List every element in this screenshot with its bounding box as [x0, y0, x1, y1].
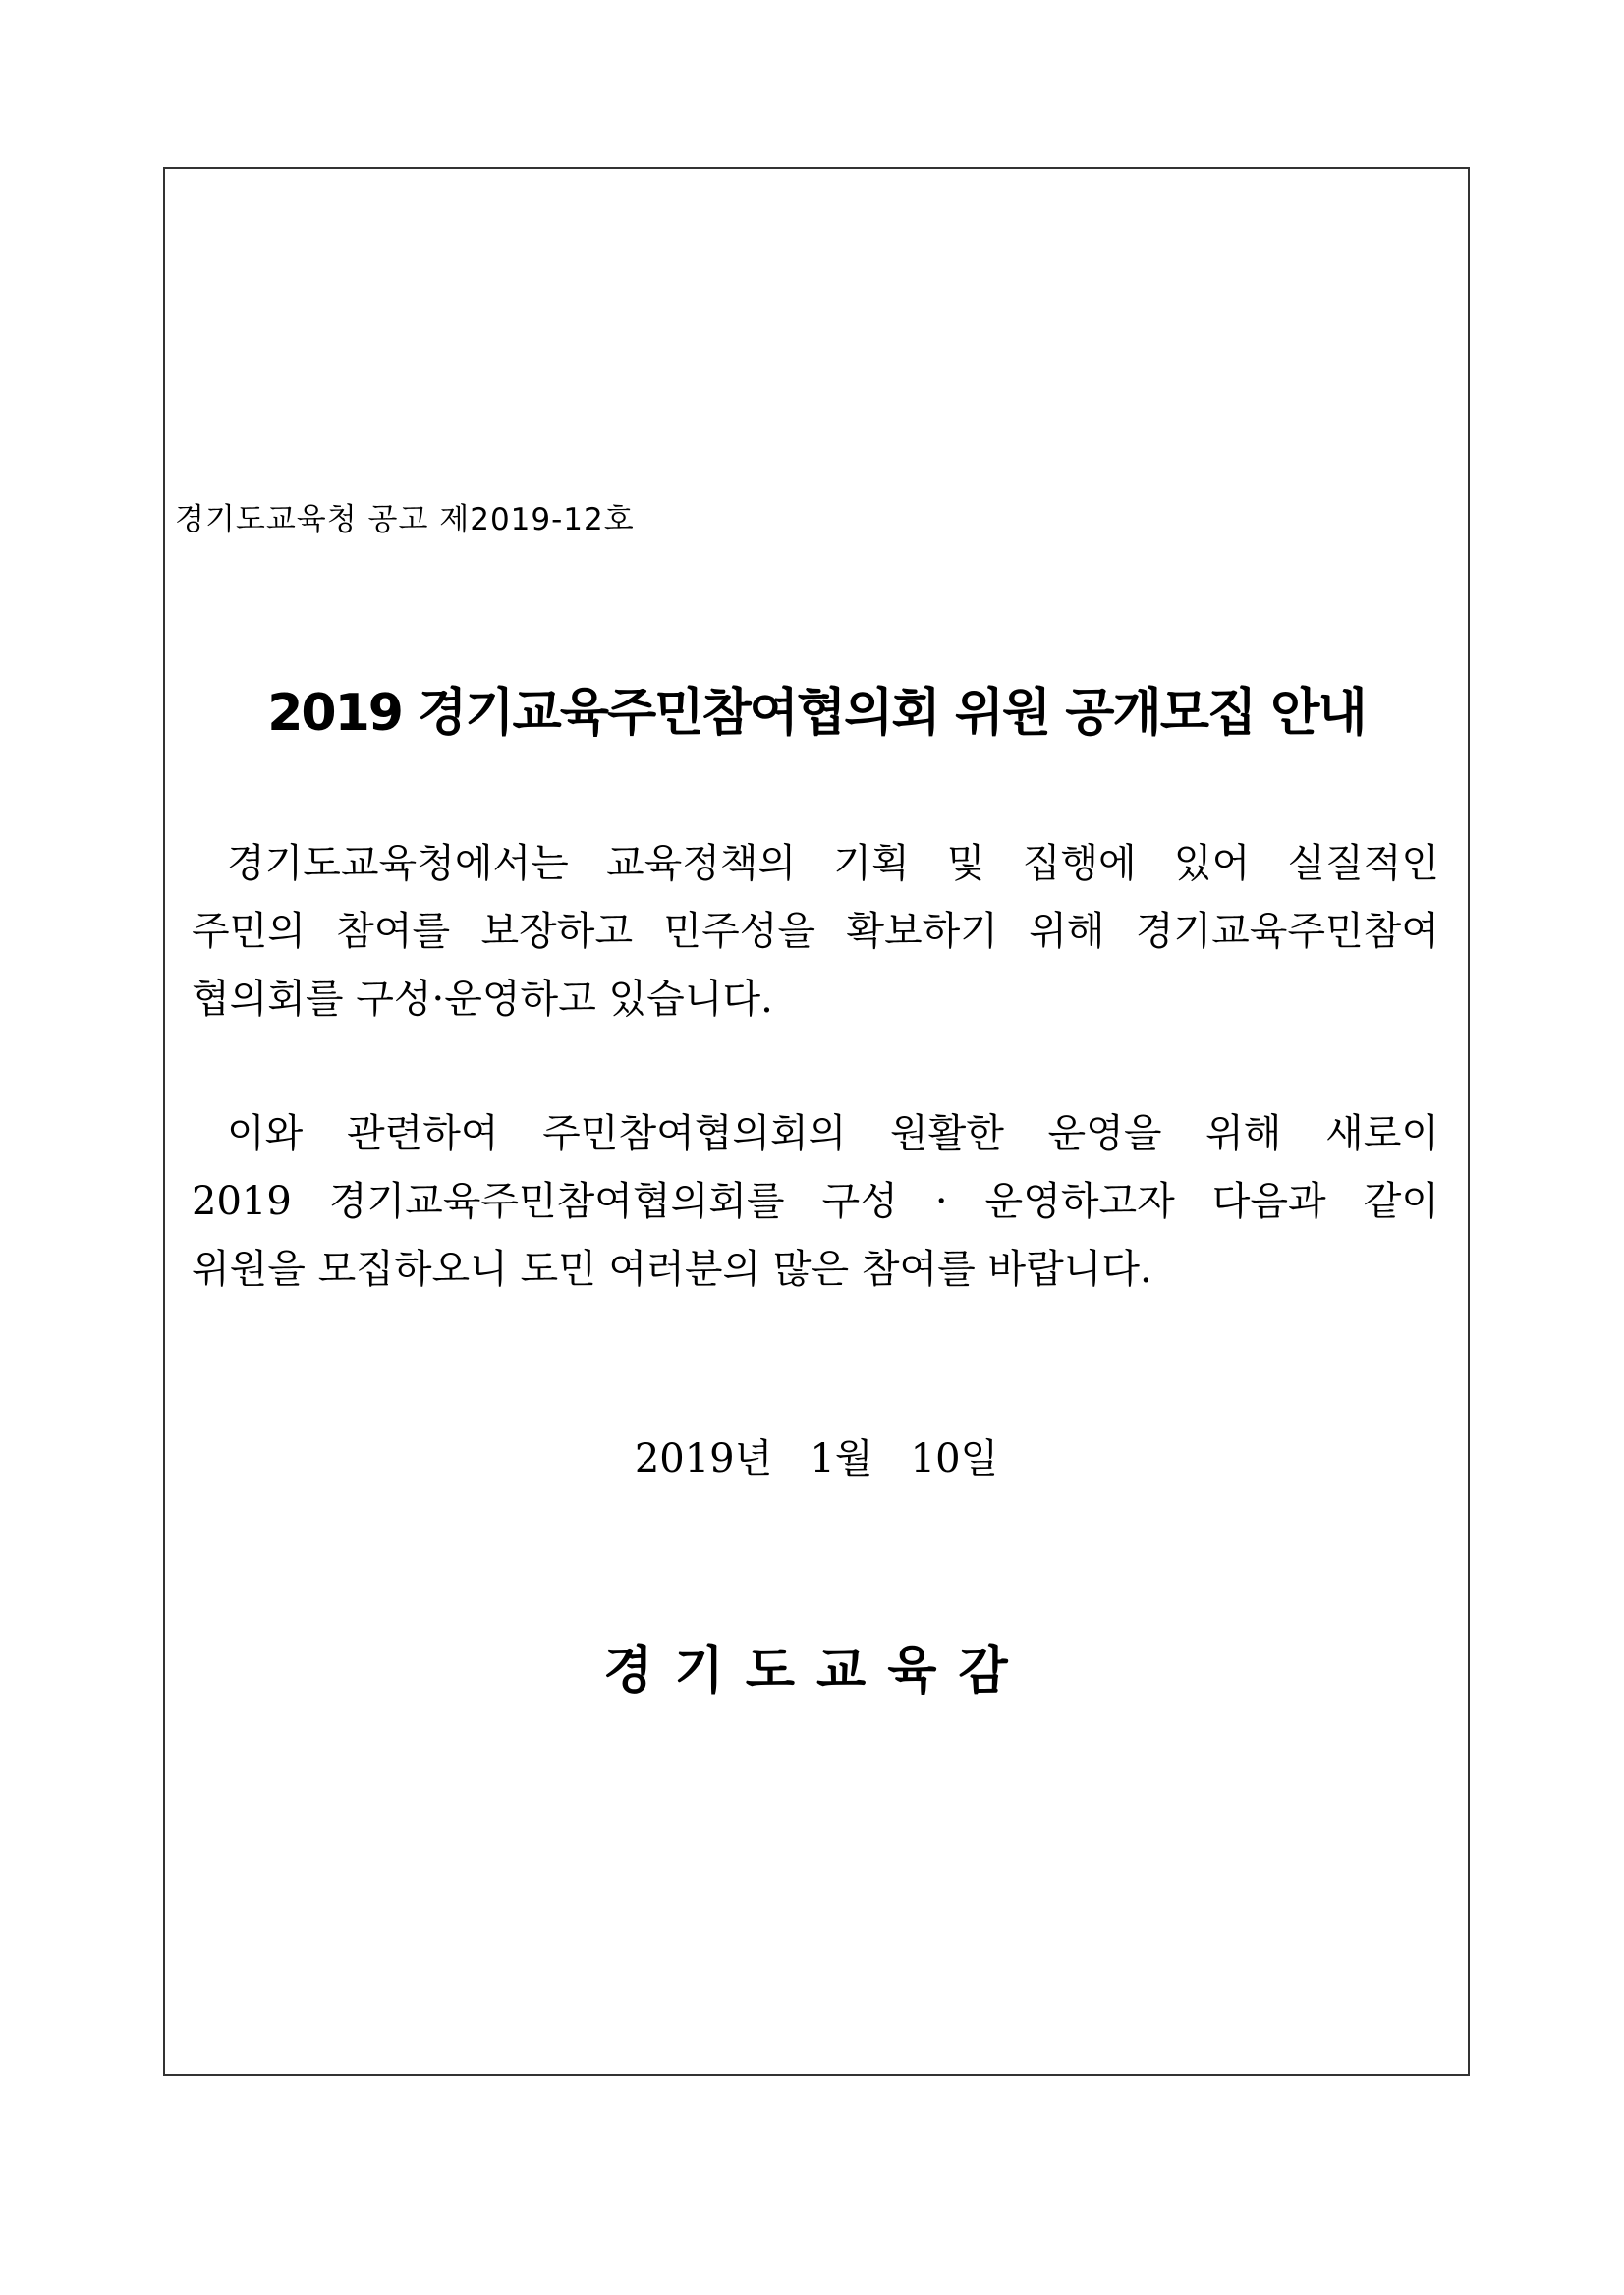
- body-paragraph-2: [192, 1100, 1439, 1304]
- body-paragraph-1: [192, 830, 1439, 1034]
- paragraph-line: 경기도교육청에서는 교육정책의 기획 및 집행에 있어 실질적인: [227, 841, 1439, 886]
- paragraph-line: 협의회를 구성·운영하고 있습니다.: [192, 977, 773, 1022]
- issuer-name: 경기도교육감: [603, 1642, 1030, 1701]
- paragraph-line: 주민의 참여를 보장하고 민주성을 확보하기 위해 경기교육주민참여: [192, 909, 1439, 954]
- notice-date: 2019년 1월 10일: [634, 1436, 999, 1482]
- document-title: 2019 경기교육주민참여협의회 위원 공개모집 안내: [267, 684, 1366, 743]
- paragraph-line: 이와 관련하여 주민참여협의회의 원활한 운영을 위해 새로이: [227, 1111, 1439, 1156]
- paragraph-line: 2019 경기교육주민참여협의회를 구성 · 운영하고자 다음과 같이: [192, 1179, 1439, 1224]
- paragraph-line: 위원을 모집하오니 도민 여러분의 많은 참여를 바랍니다.: [192, 1247, 1152, 1292]
- notice-number: 경기도교육청 공고 제2019-12호: [175, 502, 635, 537]
